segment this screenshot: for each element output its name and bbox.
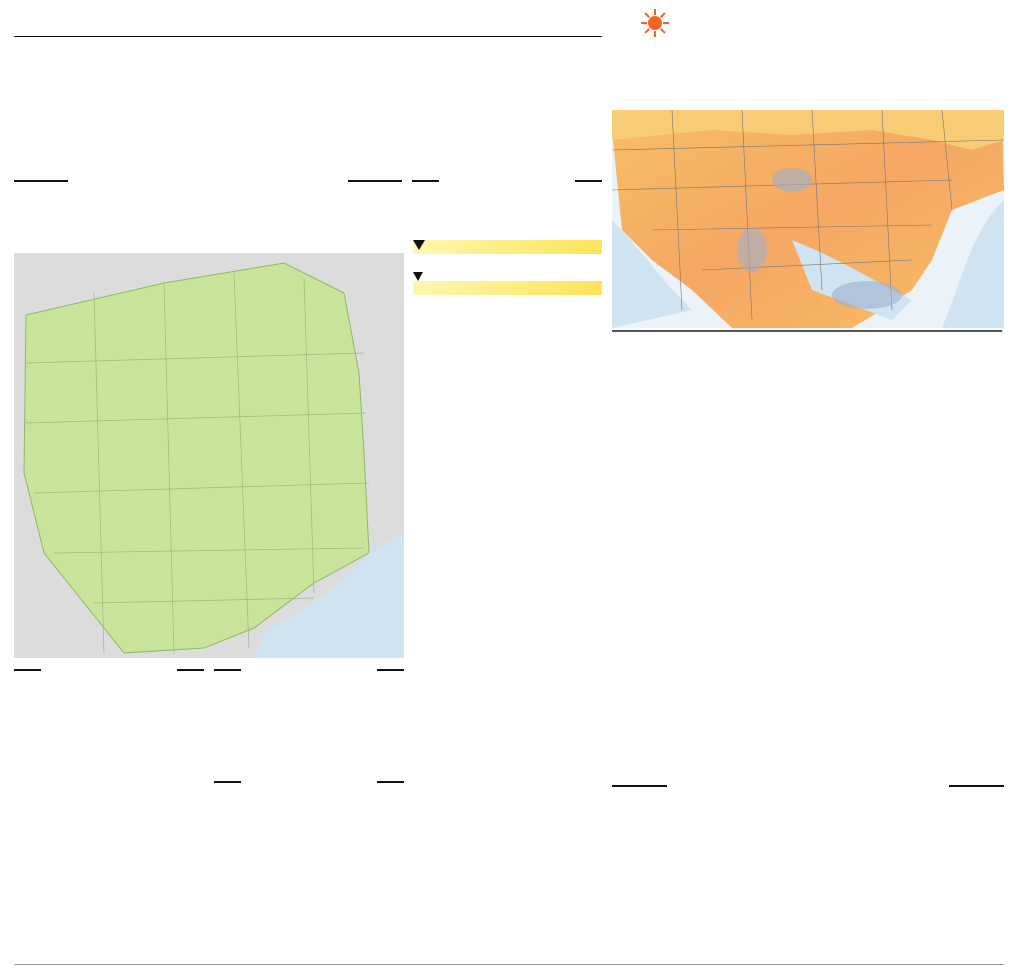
air-quality-scale: [413, 272, 602, 308]
accuweather-sun-logo-icon: [640, 8, 670, 38]
trends-legend: [612, 806, 1004, 832]
almanac-panel: [413, 203, 602, 326]
regional-map: [14, 253, 404, 658]
uv-marker: [413, 240, 425, 250]
national-extremes: [612, 751, 1004, 765]
temperature-trends-chart: [612, 832, 1004, 952]
temperature-color-scale: [612, 330, 1002, 332]
trends-x-axis: [630, 937, 1002, 949]
uv-scale: [413, 238, 602, 276]
air-quality-marker: [413, 272, 423, 281]
national-map: [612, 110, 1004, 328]
